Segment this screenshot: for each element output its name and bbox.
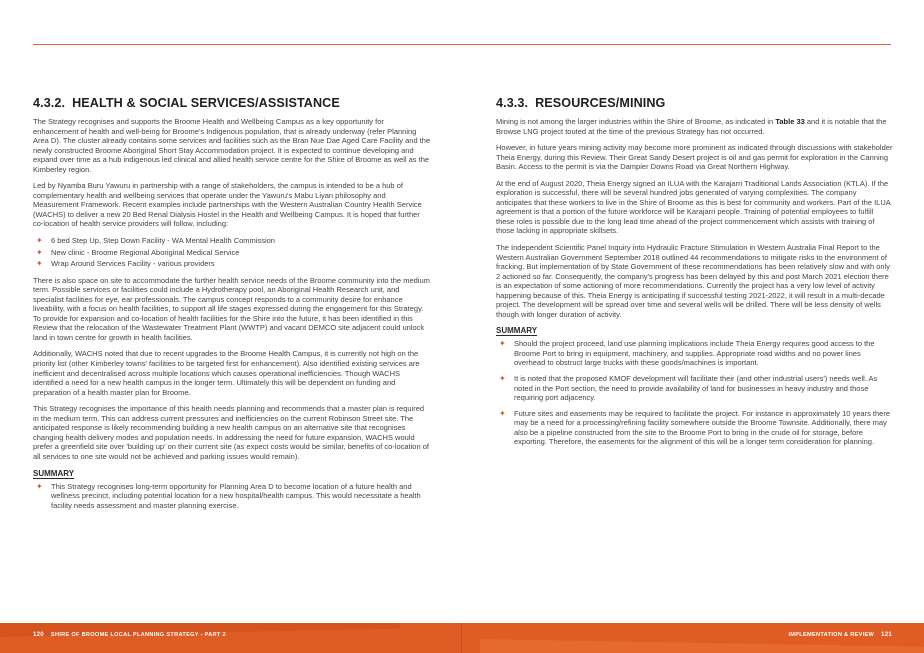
section-number: 4.3.2. [33,96,66,110]
summary-item-text: This Strategy recognises long-term opportunity for Planning Area D to become location of a future health and wellness precinct, including potential location for a new hospital/health campus. This would necessitate a health facility needs assessment and master planning exercise. [51,481,421,510]
paragraph: At the end of August 2020, Theia Energy signed an ILUA with the Karajarri Traditional Lands Association (KTLA). If the exploration is successful, there will be several hundred jobs generated of varying complexities. The company anticipates that these workers to live in the Shire of Broome as this is best for community and workers. Part of the ILUA agreement is that a portion of the future workforce will be Karajarri people. Training of potential employees to fulfill these roles is possible due to the long lead time ahead of the project commencement which assists with training of those lacking in appropriate skillsets. [496,178,891,236]
footer-texture [480,639,924,653]
list-item-text: Wrap Around Services Facility - various providers [51,259,215,269]
paragraph: The Strategy recognises and supports the Broome Health and Wellbeing Campus as a key opportunity for enhancement of health and well-being for Broome's Indigenous population, that is already underway (refer Planning Area D). The cluster already contains some services and facilities such as the Bran Nue Dae Aged Care Facility and the newly constructed Broome Aboriginal Short Stay Accommodation project. It is expected to continue developing and expand over time as a hub indigenous led clinical and allied health service centre for the Shire of Broome as well as the Kimberley region. [33,117,431,174]
top-divider-line [33,44,891,45]
footer-right [788,632,892,638]
summary-item [496,409,893,447]
section-title: HEALTH & SOCIAL SERVICES/ASSISTANCE [72,96,340,110]
summary-item-text: It is noted that the proposed KMOF development will facilitate their (and other industrial users') needs well. As noted in the Port section, the need to provide availability of land for businesses in heavy industry and those requiring port adjacency. [514,374,878,403]
section-title: RESOURCES/MINING [535,96,666,110]
star-bullet-icon: ✦ [36,247,43,257]
summary-item-text: Should the project proceed, land use planning implications include Theia Energy requires good access to the Broome Port to bring in equipment, machinery, and supplies. Appropriate road widths and no power lines overhead to obstruct large trucks with these goods/machines is important. [514,339,875,368]
paragraph: Led by Nyamba Buru Yawuru in partnership with a range of stakeholders, the campus is intended to be a hub of complementary health and wellbeing services that operate under the Yawuru's Mabu Liyan philosophy and Measurement Framework. Recent examples include partnerships with the Western Australian Country Health Service (WACHS) to deliver a new 20 Bed Renal Dialysis Hostel in the Health and Wellbeing Campus. It is hoped that further co-location of health service providers will follow, including: [33,181,422,229]
star-bullet-icon: ✦ [36,259,43,269]
left-column [33,96,431,517]
star-bullet-icon: ✦ [36,236,43,246]
paragraph: This Strategy recognises the importance of this health needs planning and recommends that a master plan is required in the medium term. This can address current pressures and inefficiencies on the current Robinson Street site. The anticipated response is likely recommending building a new health campus on an alternative site that recognises changing health delivery modes and population needs. In addressing the need for future expansion, WACHS would prefer a greenfield site over 'building up' on their current site (as expect costs would be similar, benefits of co-location of all services to one site would not be achieved and parking issues would remain). [33,404,429,461]
paragraph-text: and it is notable that the Browse LNG project touted at the time of the previous Strategy has not occurred. [496,117,887,136]
right-column [496,96,893,454]
summary-item [496,339,893,368]
section-heading-health [33,96,431,110]
summary-list [496,339,893,446]
summary-item [496,374,893,403]
paragraph [496,117,893,136]
section-number: 4.3.3. [496,96,529,110]
document-title: SHIRE OF BROOME LOCAL PLANNING STRATEGY - PART 2 [50,632,226,638]
list-item [33,248,431,258]
list-item [33,259,431,269]
star-bullet-icon: ✦ [499,339,506,349]
paragraph: The Independent Scientific Panel Inquiry into Hydraulic Fracture Stimulation in Western Australia Final Report to the Western Australian Government September 2018 outlined 44 recommendations to mitigate risks to the environment of fracking. But implementation of by State Government of these recommendations has been relatively slow and with only 2 actioned so far. Consequently, the company's progress has been delayed by this and post March 2021 election there is an expectation of some actioning of more recommendations. Currently the project has a very low level of activity happening because of this. Theia Energy is anticipating if successful testing 2021-2022, it will result in a multi-decade project. The development will be spread over time and several wells will be drilled. There will be less density of wells though with longer duration of activity. [496,243,890,319]
chapter-title: IMPLEMENTATION & REVIEW [788,632,875,638]
page-number-right: 121 [881,632,892,638]
list-item [33,236,431,246]
summary-list [33,482,431,511]
paragraph: However, in future years mining activity may become more prominent as indicated through discussions with stakeholder Theia Energy, during this Review. Their Great Sandy Desert project is oil and gas permit for exploration in the Canning Basin. Access to the permit is via the Dampier Downs Road via Great Northern Highway. [496,143,893,172]
facility-list [33,236,431,269]
page-number-left: 120 [33,632,44,638]
summary-item [33,482,431,511]
list-item-text: 6 bed Step Up, Step Down Facility - WA Mental Health Commission [51,236,275,246]
summary-item-text: Future sites and easements may be required to facilitate the project. For instance in approximately 10 years there may be a need for a processing/refining facility somewhere outside the Broome Townsite. Additionally, there may also be a pipeline constructed from the site to the Broome Port to bring in the crude oil for storage, before exporting. Therefore, the easements for the alignment of this will be a longer term consideration for planning. [514,408,891,447]
star-bullet-icon: ✦ [36,481,43,491]
paragraph: Additionally, WACHS noted that due to recent upgrades to the Broome Health Campus, it is currently not high on the priority list (other Kimberley towns' facilities to be targeted first for enhancement). Also identified existing services are inefficient and decentralised across multiple locations which causes operational inefficiencies. Though WACHS identified a need for a new health campus in the longer term. Ultimately this will be dependent on funding and preparation of a health master plan for Broome. [33,349,420,397]
paragraph-text: Mining is not among the larger industries within the Shire of Broome, as indicated in [496,117,776,126]
star-bullet-icon: ✦ [499,374,506,384]
table-reference: Table 33 [775,117,805,126]
section-heading-mining [496,96,893,110]
paragraph: There is also space on site to accommodate the further health service needs of the Broome community into the medium term. Possible services or facilities could include a Hydrotherapy pool, an Aboriginal Health Research unit, and specialist facilities for eye, ear professionals. The campus concept responds to a community desire for enhance liveability, with a focus on health facilities, to support all life stages expressed during the engagement for this Strategy. To provide for expansion and co-location of health facilities for the Shire into the future, it has been identified in this Review that the relocation of the Wastewater Treatment Plant (WWTP) and vacant DEMCO site adjacent could unlock land in town centre for growth in health facilities. [33,275,430,342]
summary-heading: SUMMARY [496,326,538,336]
list-item-text: New clinic - Broome Regional Aboriginal Medical Service [51,247,240,257]
footer-left [33,632,226,638]
summary-heading: SUMMARY [33,468,75,478]
star-bullet-icon: ✦ [499,408,506,418]
footer-band [0,623,924,653]
page-fold-line [461,623,462,653]
